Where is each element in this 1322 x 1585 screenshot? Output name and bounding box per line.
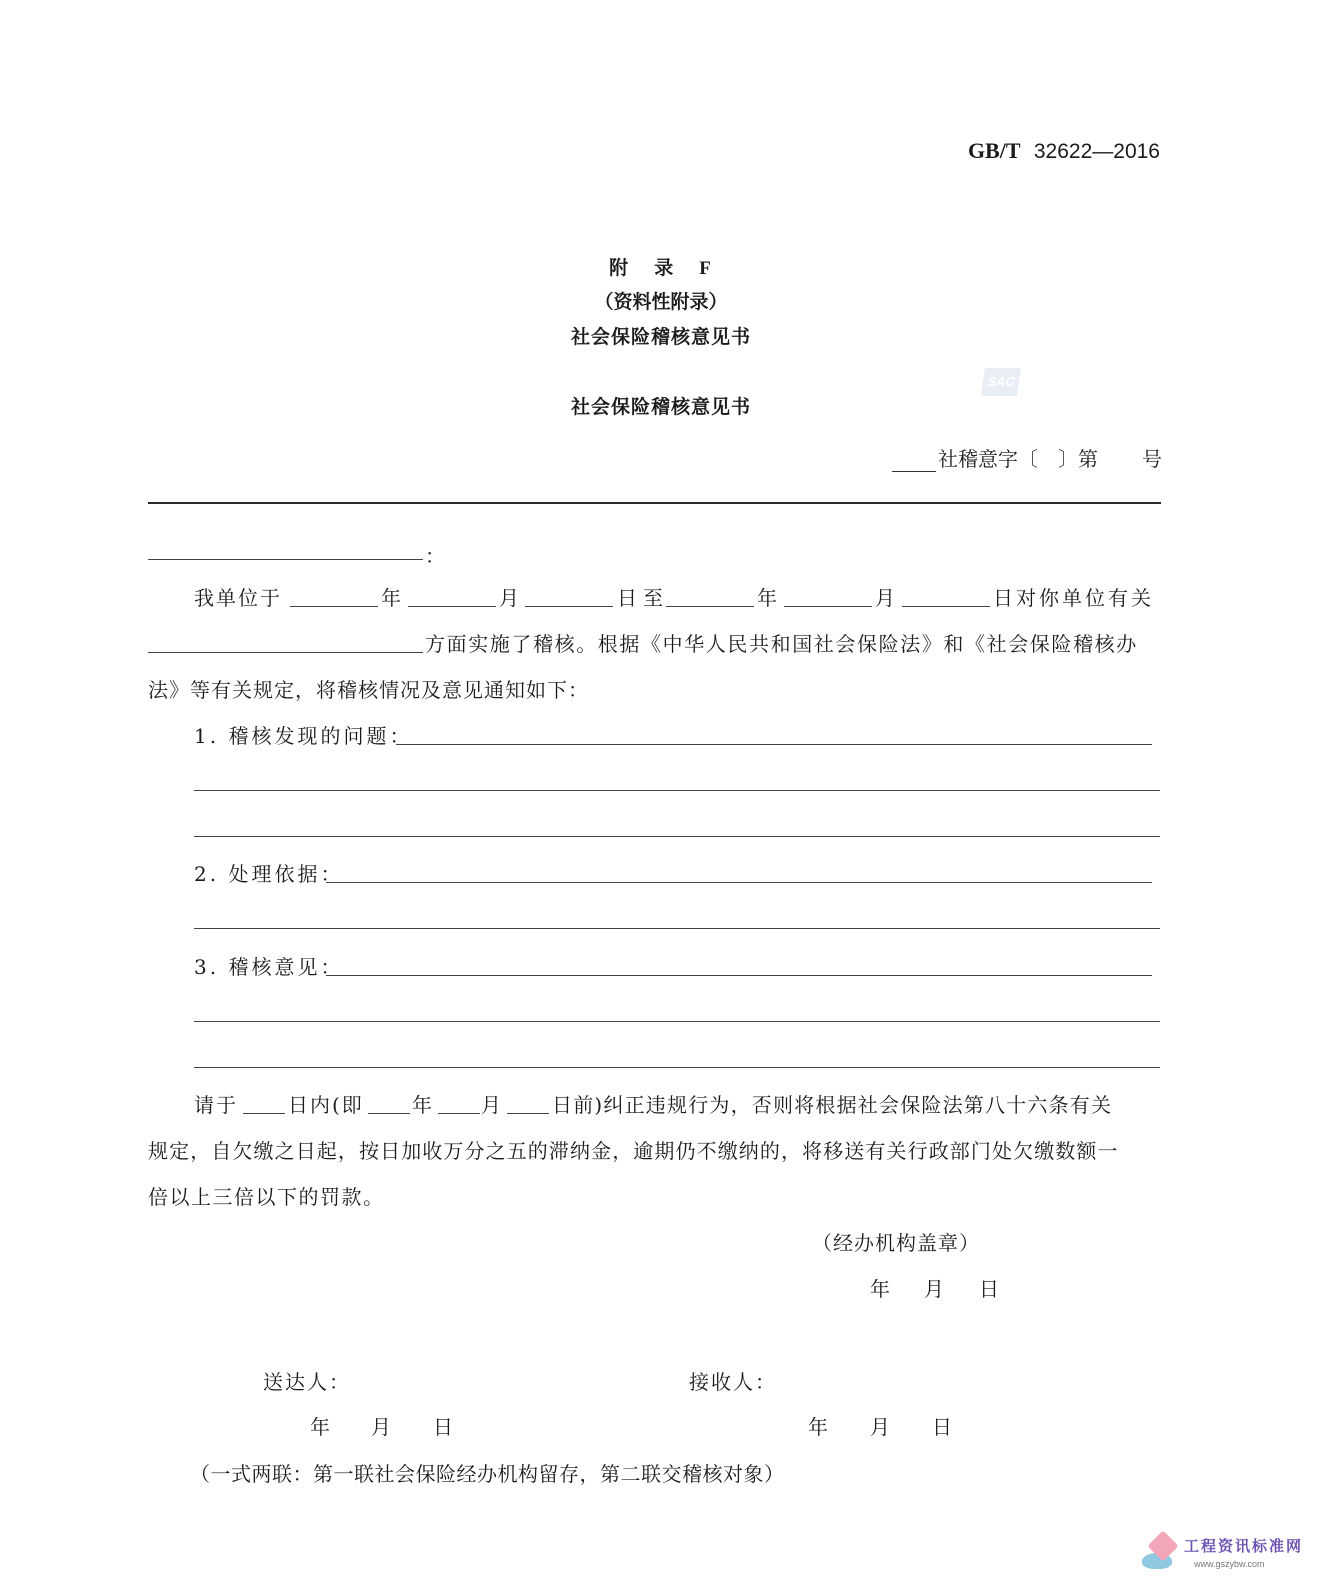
end-month-blank[interactable] [784, 606, 872, 607]
deadline-month-blank[interactable] [438, 1113, 480, 1114]
standard-number: 32622—2016 [1033, 140, 1160, 163]
sender-date-year: 年 [310, 1415, 332, 1439]
reference-suffix: 号 [1142, 447, 1162, 471]
appendix-heading [0, 253, 1322, 280]
deadline-year-blank[interactable] [368, 1113, 410, 1114]
site-logo[interactable] [1132, 1529, 1312, 1579]
sender-label: 送达人： [263, 1370, 351, 1394]
standard-prefix: GB/T [967, 138, 1021, 163]
site-logo-url: www.gszybw.com [1194, 1559, 1265, 1569]
appendix-type: （资料性附录） [594, 291, 728, 313]
deadline-day-blank[interactable] [507, 1113, 549, 1114]
item-3-label: 3. 稽核意见： [194, 955, 344, 979]
para1-line2: 方面实施了稽核。根据《中华人民共和国社会保险法》和《社会保险稽核办 [425, 632, 1138, 656]
site-logo-title: 工程资讯标准网 [1184, 1537, 1304, 1555]
para1-month2: 月 [875, 586, 897, 610]
item-3-field-line-3[interactable] [194, 1067, 1160, 1068]
item-1-field-line-3[interactable] [194, 836, 1160, 837]
item-2-field-line-1[interactable] [326, 882, 1152, 883]
seal-date-day: 日 [979, 1277, 1001, 1301]
sender-date-month: 月 [371, 1415, 393, 1439]
appendix-title: 社会保险稽核意见书 [570, 326, 751, 348]
item-1-field-line-2[interactable] [194, 790, 1160, 791]
start-day-blank[interactable] [525, 606, 613, 607]
item-2-label: 2. 处理依据： [194, 862, 344, 886]
para2-month: 月 [481, 1093, 503, 1117]
appendix-char-2: 录 [654, 257, 676, 279]
item-3-field-line-2[interactable] [194, 1021, 1160, 1022]
para1-day1-to: 日至 [617, 586, 669, 610]
para2-line2: 规定，自欠缴之日起，按日加收万分之五的滞纳金，逾期仍不缴纳的，将移送有关行政部门处欠缴数额一 [148, 1139, 1119, 1163]
reference-bracket-close: 〕第 [1058, 447, 1098, 471]
header-divider [148, 502, 1161, 504]
end-day-blank[interactable] [902, 606, 990, 607]
addressee-colon: ： [425, 544, 447, 568]
addressee-blank[interactable] [148, 559, 423, 560]
end-year-blank[interactable] [666, 606, 754, 607]
start-year-blank[interactable] [290, 606, 378, 607]
start-month-blank[interactable] [408, 606, 496, 607]
para2-year: 年 [412, 1093, 434, 1117]
para1-month1: 月 [499, 586, 521, 610]
para2-line3: 倍以上三倍以下的罚款。 [148, 1185, 385, 1209]
para1-year2: 年 [757, 586, 779, 610]
para2-days-within: 日内(即 [288, 1093, 364, 1117]
receiver-date-day: 日 [932, 1415, 954, 1439]
para1-prefix: 我单位于 [194, 586, 282, 610]
para1-day2-suffix: 日对你单位有关 [993, 586, 1154, 610]
receiver-date-month: 月 [870, 1415, 892, 1439]
sac-watermark-icon: SAC [981, 368, 1021, 396]
reference-prefix-blank[interactable] [892, 451, 936, 472]
receiver-date-year: 年 [808, 1415, 830, 1439]
item-3-field-line-1[interactable] [326, 975, 1152, 976]
appendix-letter: F [699, 258, 713, 279]
para2-day-before: 日前)纠正违规行为，否则将根据社会保险法第八十六条有关 [552, 1093, 1113, 1117]
reference-number [892, 443, 1162, 472]
seal-date-year: 年 [870, 1277, 892, 1301]
seal-label: （经办机构盖章） [812, 1231, 980, 1255]
para1-year1: 年 [381, 586, 403, 610]
item-2-field-line-2[interactable] [194, 928, 1160, 929]
para2-prefix: 请于 [194, 1093, 238, 1117]
correction-days-blank[interactable] [243, 1113, 285, 1114]
form-title: 社会保险稽核意见书 [570, 396, 751, 418]
audit-scope-blank[interactable] [148, 652, 423, 653]
para1-line3: 法》等有关规定，将稽核情况及意见通知如下： [148, 678, 589, 702]
item-1-label: 1. 稽核发现的问题： [194, 724, 413, 748]
copies-note: （一式两联：第一联社会保险经办机构留存，第二联交稽核对象） [190, 1462, 785, 1486]
receiver-label: 接收人： [689, 1370, 777, 1394]
item-1-field-line-1[interactable] [396, 744, 1152, 745]
seal-date-month: 月 [924, 1277, 946, 1301]
sender-date-day: 日 [433, 1415, 455, 1439]
standard-code [968, 138, 1160, 164]
appendix-char-1: 附 [609, 257, 631, 279]
reference-label: 社稽意字〔 [938, 447, 1038, 471]
